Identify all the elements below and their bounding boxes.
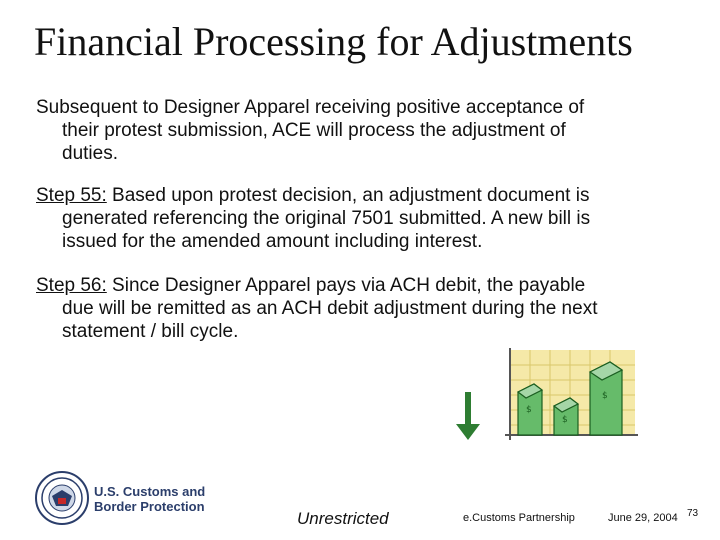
page-number: 73	[687, 508, 699, 519]
money-chart-clipart	[450, 340, 650, 455]
money-chart-icon	[505, 348, 638, 440]
step-56-line-3: statement / bill cycle.	[62, 321, 239, 342]
intro-paragraph	[36, 96, 696, 165]
step-56-line-2: due will be remitted as an ACH debit adjustment during the next	[62, 298, 598, 319]
slide-title: Financial Processing for Adjustments	[34, 19, 633, 64]
classification-label: Unrestricted	[297, 509, 389, 528]
step-56-line-1: Since Designer Apparel pays via ACH debit, the payable	[106, 275, 586, 296]
step-55-line-1: Based upon protest decision, an adjustment document is	[106, 185, 590, 206]
down-arrow-icon	[456, 392, 480, 440]
logo-line-1: U.S. Customs and	[94, 484, 206, 499]
step-56-paragraph	[36, 274, 696, 343]
svg-text:$: $	[602, 391, 608, 401]
step-56-label: Step 56:	[36, 275, 107, 296]
intro-line-1: Subsequent to Designer Apparel receiving positive acceptance of	[36, 97, 585, 118]
partnership-label: e.Customs Partnership	[463, 512, 575, 524]
date-label: June 29, 2004	[608, 512, 678, 524]
intro-line-2: their protest submission, ACE will process the adjustment of	[62, 120, 566, 141]
cbp-logo-text	[94, 484, 205, 514]
step-55-line-3: issued for the amended amount including interest.	[62, 231, 483, 252]
step-55-line-2: generated referencing the original 7501 submitted. A new bill is	[62, 208, 591, 229]
intro-line-3: duties.	[62, 143, 118, 164]
cbp-seal-icon	[34, 470, 90, 526]
step-55-label: Step 55:	[36, 185, 107, 206]
svg-text:$: $	[526, 405, 532, 415]
step-55-paragraph	[36, 184, 696, 253]
svg-text:$: $	[562, 415, 568, 425]
logo-line-2: Border Protection	[94, 499, 205, 514]
